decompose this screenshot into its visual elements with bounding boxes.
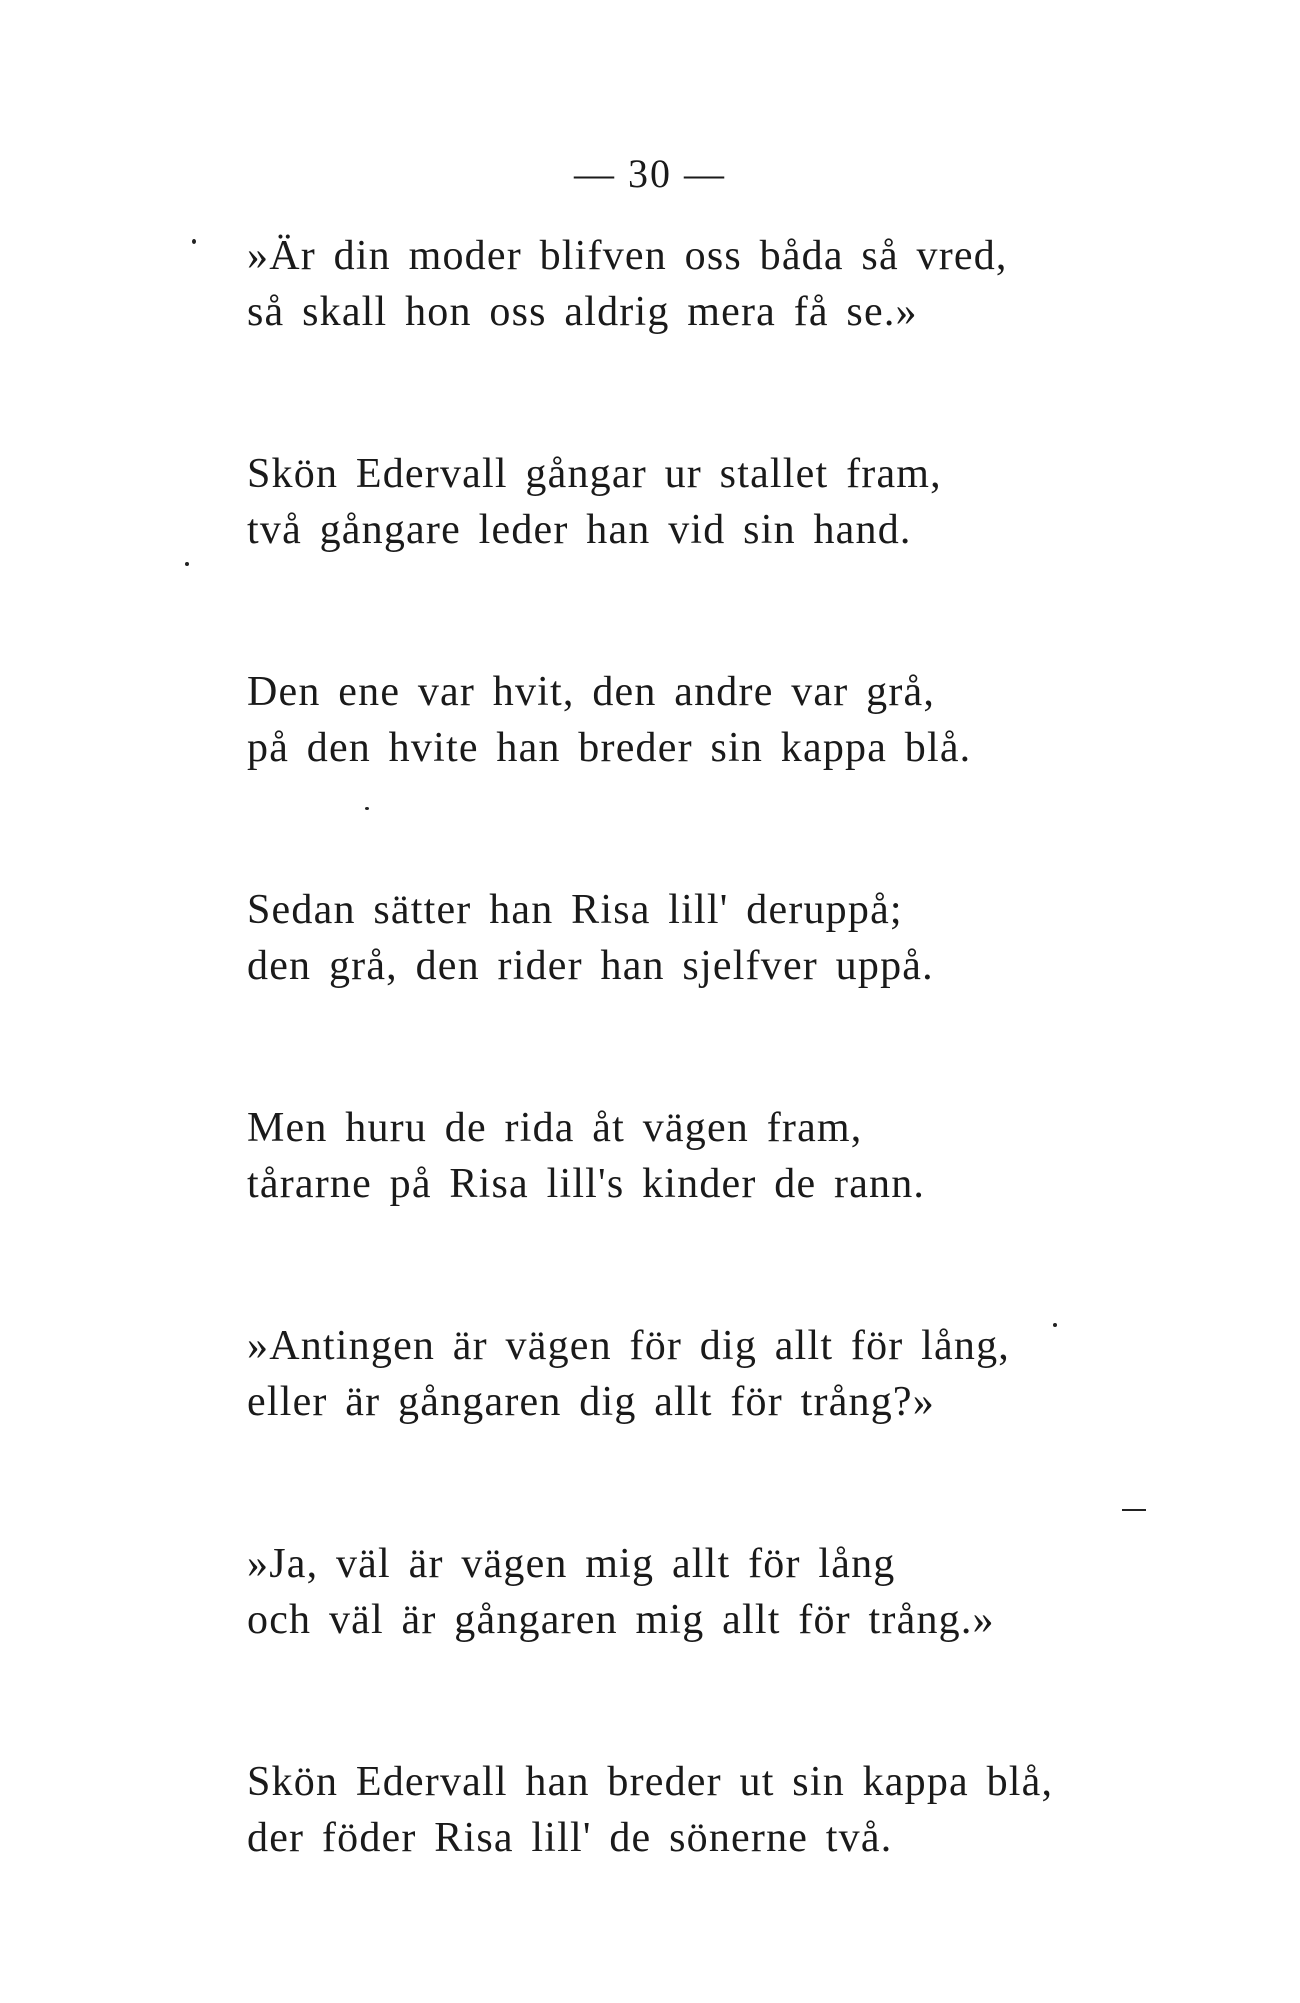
stanza-3 — [247, 664, 1247, 776]
stanza-line: två gångare leder han vid sin hand. — [247, 507, 912, 553]
stanza-8 — [247, 1754, 1247, 1866]
scan-dash — [1122, 1509, 1146, 1511]
stanza-line: tårarne på Risa lill's kinder de rann. — [247, 1161, 926, 1207]
stanza-line: Skön Edervall han breder ut sin kappa blå, — [247, 1759, 1054, 1805]
stanza-2 — [247, 446, 1247, 558]
stanza-line: der föder Risa lill' de sönerne två. — [247, 1815, 893, 1861]
stanza-line: Skön Edervall gångar ur stallet fram, — [247, 451, 942, 497]
stanza-line: »Är din moder blifven oss båda så vred, — [247, 233, 1008, 279]
stanza-line: »Antingen är vägen för dig allt för lång, — [247, 1323, 1010, 1369]
stanza-line: Sedan sätter han Risa lill' deruppå; — [247, 887, 903, 933]
scan-speck — [192, 239, 196, 244]
stanza-line: så skall hon oss aldrig mera få se.» — [247, 289, 918, 335]
stanza-5 — [247, 1100, 1247, 1212]
scan-speck — [1053, 1323, 1057, 1327]
stanza-line: Den ene var hvit, den andre var grå, — [247, 669, 936, 715]
page-number: — 30 — — [574, 151, 726, 196]
stanza-4 — [247, 882, 1247, 994]
stanza-line: eller är gångaren dig allt för trång?» — [247, 1379, 935, 1425]
stanza-line: den grå, den rider han sjelfver uppå. — [247, 943, 934, 989]
scan-speck — [185, 562, 189, 566]
stanza-6 — [247, 1318, 1247, 1430]
stanza-7 — [247, 1536, 1247, 1648]
stanza-line: »Ja, väl är vägen mig allt för lång — [247, 1541, 896, 1587]
stanza-line: på den hvite han breder sin kappa blå. — [247, 725, 972, 771]
scan-speck — [365, 807, 369, 810]
stanza-line: och väl är gångaren mig allt för trång.» — [247, 1597, 995, 1643]
stanza-1 — [247, 228, 1247, 340]
stanza-line: Men huru de rida åt vägen fram, — [247, 1105, 863, 1151]
poem — [247, 228, 1247, 1972]
